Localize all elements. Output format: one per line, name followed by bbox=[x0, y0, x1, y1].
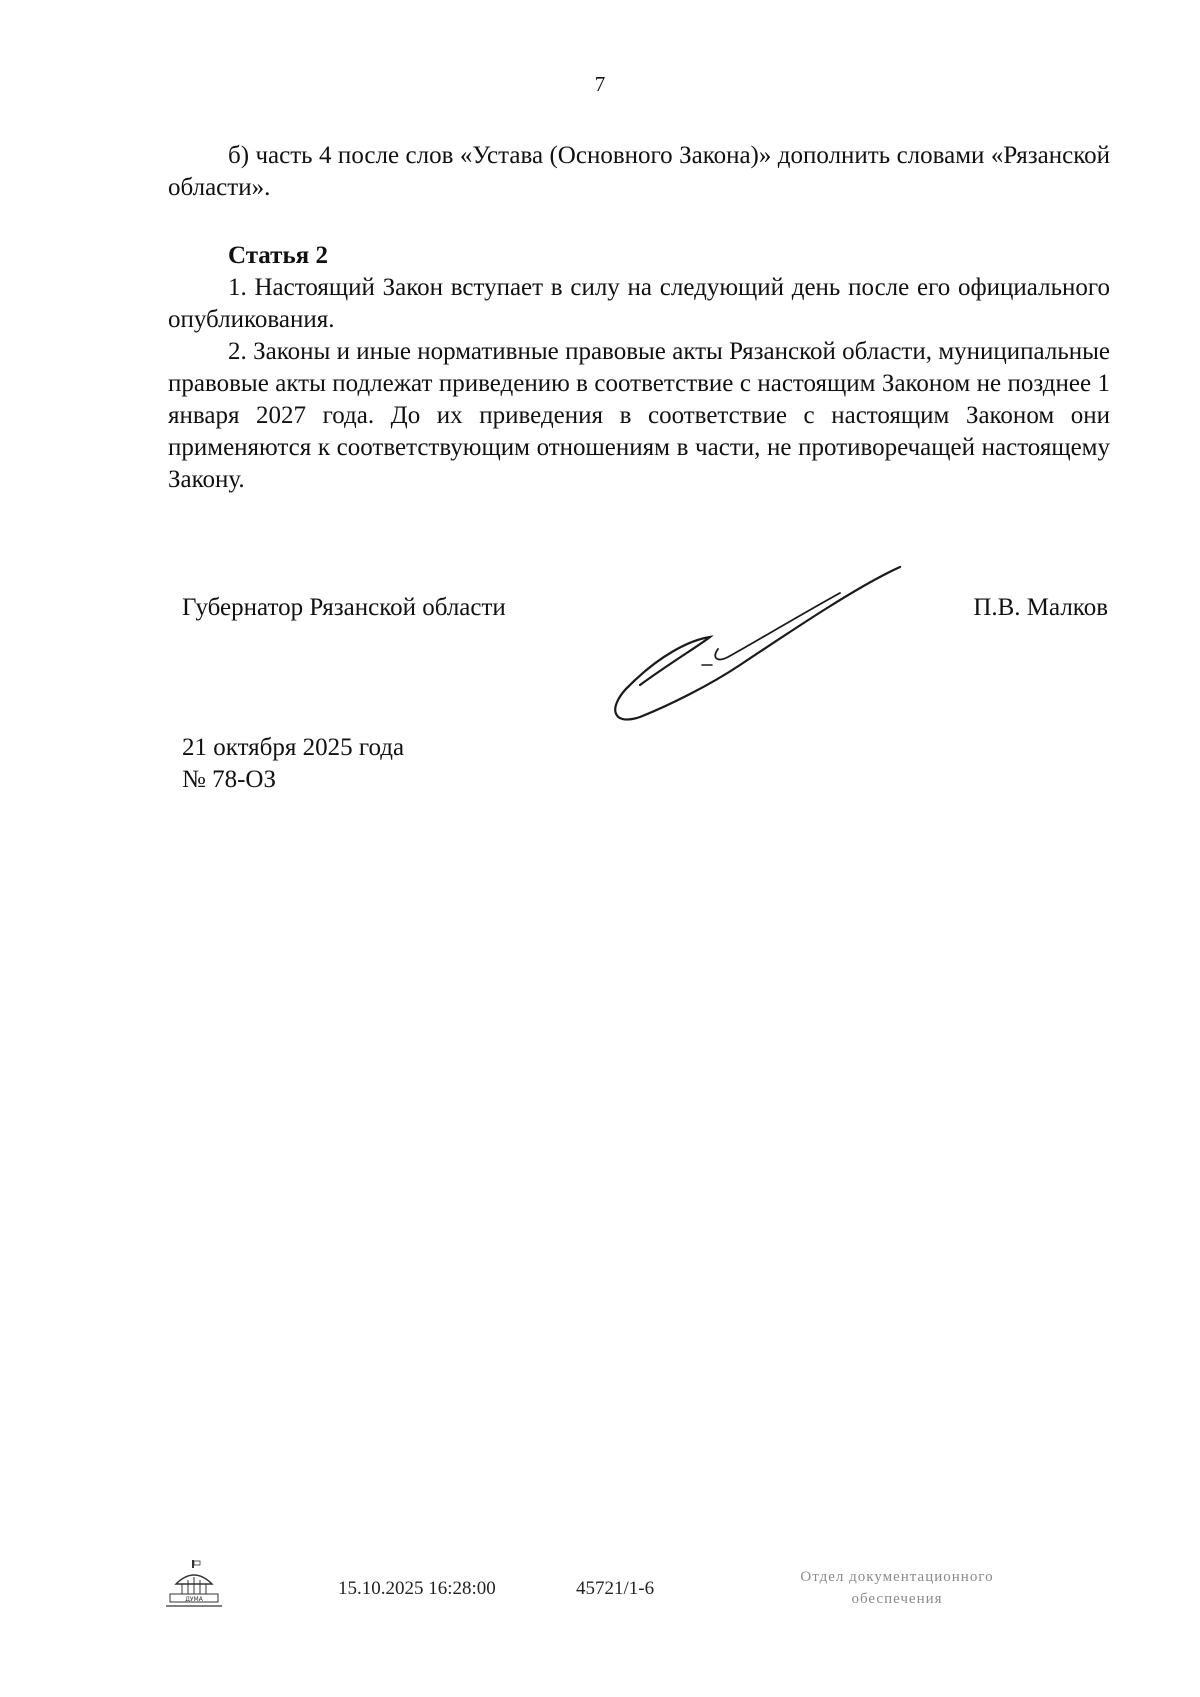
amendment-b-paragraph: б) часть 4 после слов «Устава (Основного Закона)» дополнить словами «Рязанской области». bbox=[168, 142, 1110, 201]
footer-registration: 45721/1-6 bbox=[576, 1578, 655, 1599]
duma-logo-text: ДУМА bbox=[185, 1596, 203, 1603]
article-heading: Статья 2 bbox=[228, 242, 328, 269]
page-number: 7 bbox=[594, 72, 606, 96]
footer-timestamp: 15.10.2025 16:28:00 bbox=[338, 1578, 496, 1599]
article-item-1: 1. Настоящий Закон вступает в силу на следующий день после его официального опубликования. bbox=[168, 274, 1110, 333]
signer-name: П.В. Малков bbox=[973, 594, 1108, 621]
stamp-line-1: Отдел документационного bbox=[800, 1569, 994, 1585]
duma-logo-icon bbox=[162, 1560, 226, 1608]
law-number: № 78-ОЗ bbox=[182, 766, 277, 793]
article-2 bbox=[168, 240, 1110, 496]
department-stamp bbox=[752, 1566, 1042, 1610]
stamp-line-2: обеспечения bbox=[851, 1591, 943, 1607]
law-date: 21 октября 2025 года bbox=[182, 734, 405, 761]
article-item-2: 2. Законы и иные нормативные правовые акты Рязанской области, муниципальные правовые акты подлежат приведению в соответствие с настоящим Законом не позднее 1 января 2027 года. До их приведения в соответствие с настоящим Законом они применяются к соответствующим отношениям в части, не противоречащей настоящему Закону. bbox=[168, 338, 1110, 493]
handwritten-signature bbox=[600, 545, 910, 725]
amendment-text bbox=[168, 140, 1110, 204]
law-meta bbox=[182, 732, 404, 796]
signer-title: Губернатор Рязанской области bbox=[182, 594, 506, 621]
